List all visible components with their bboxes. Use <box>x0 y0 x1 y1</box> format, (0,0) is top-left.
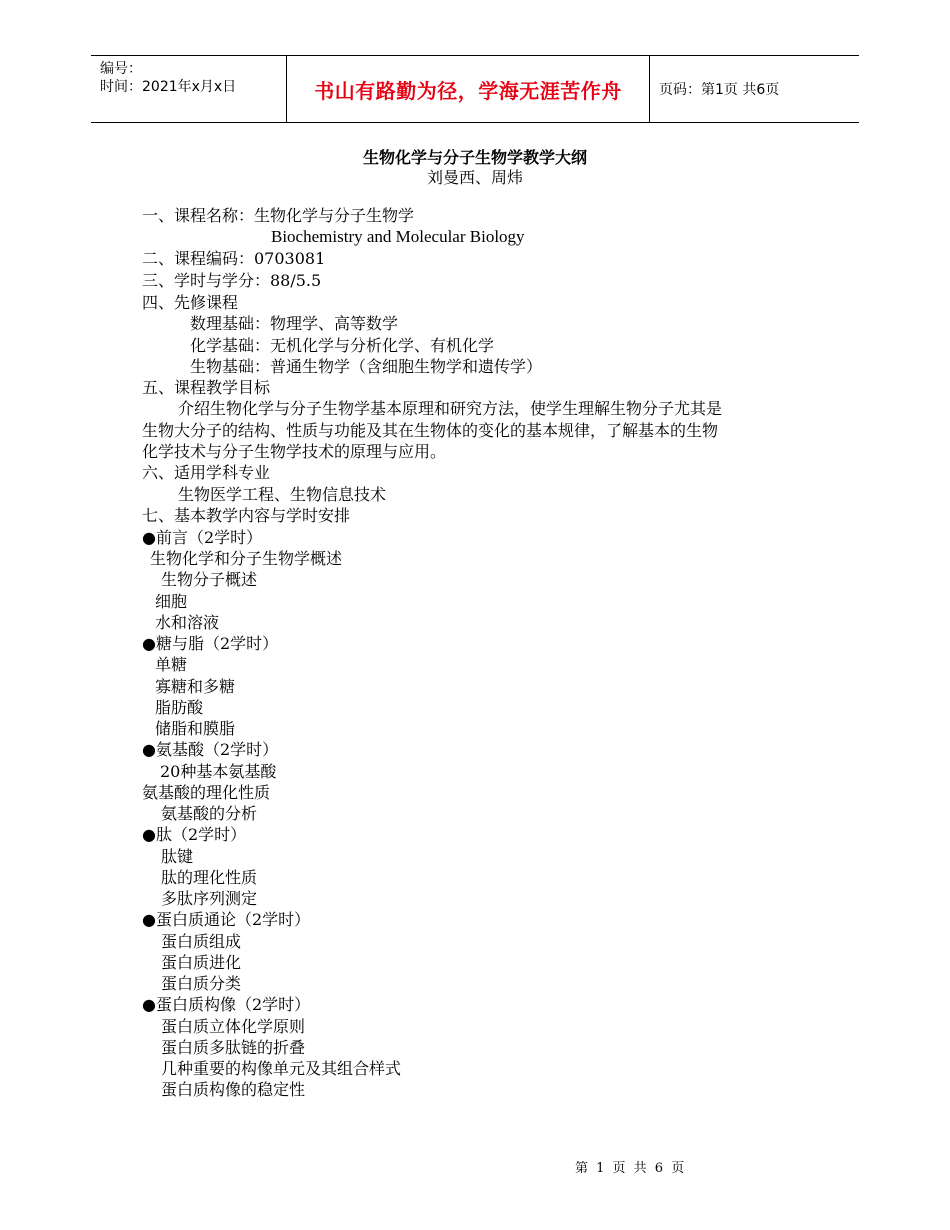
header-meta-cell <box>91 56 287 122</box>
topic-item: 蛋白质进化 <box>161 953 242 972</box>
topic-item: 20种基本氨基酸 <box>160 762 277 781</box>
prereq-math: 数理基础：物理学、高等数学 <box>190 314 399 333</box>
topic-heading: ●蛋白质构像（2学时） <box>142 995 311 1014</box>
topic-heading: ●氨基酸（2学时） <box>142 740 279 759</box>
topic-item: 单糖 <box>155 655 188 674</box>
time-label: 时间：2021年x月x日 <box>100 79 237 95</box>
topic-item: 蛋白质组成 <box>161 932 242 951</box>
page-number-label: 页码：第1页 共6页 <box>659 82 780 98</box>
majors-list: 生物医学工程、生物信息技术 <box>178 485 387 504</box>
number-label: 编号： <box>100 61 142 77</box>
objectives-paragraph-line: 化学技术与分子生物学技术的原理与应用。 <box>142 442 447 461</box>
topic-item: 蛋白质立体化学原则 <box>161 1017 306 1036</box>
topic-item: 蛋白质多肽链的折叠 <box>161 1038 306 1057</box>
page-number-cell <box>650 56 859 122</box>
topic-item: 蛋白质构像的稳定性 <box>161 1080 306 1099</box>
section-course-code: 二、课程编码：0703081 <box>142 249 326 268</box>
section-objectives: 五、课程教学目标 <box>142 378 271 397</box>
section-content-schedule: 七、基本教学内容与学时安排 <box>142 506 351 525</box>
topic-item: 寡糖和多糖 <box>155 677 236 696</box>
section-prerequisites: 四、先修课程 <box>142 293 239 312</box>
prereq-chem: 化学基础：无机化学与分析化学、有机化学 <box>190 336 495 355</box>
topic-heading: ●前言（2学时） <box>142 528 263 547</box>
topic-item: 几种重要的构像单元及其组合样式 <box>161 1059 402 1078</box>
objectives-paragraph-line: 介绍生物化学与分子生物学基本原理和研究方法，使学生理解生物分子尤其是 <box>178 399 723 418</box>
prereq-bio: 生物基础：普通生物学（含细胞生物学和遗传学） <box>190 357 543 376</box>
section-majors: 六、适用学科专业 <box>142 463 271 482</box>
topic-item: 氨基酸的理化性质 <box>142 783 271 802</box>
topic-item: 生物分子概述 <box>161 570 258 589</box>
topic-heading: ●蛋白质通论（2学时） <box>142 910 311 929</box>
course-name-english: Biochemistry and Molecular Biology <box>271 227 525 246</box>
topic-item: 氨基酸的分析 <box>161 804 258 823</box>
motto-cell <box>287 56 650 122</box>
page-header <box>91 55 859 123</box>
topic-item: 水和溶液 <box>155 613 220 632</box>
topic-item: 多肽序列测定 <box>161 889 258 908</box>
topic-item: 肽键 <box>161 847 194 866</box>
topic-heading: ●糖与脂（2学时） <box>142 634 279 653</box>
page-footer: 第 1 页 共 6 页 <box>575 1161 687 1176</box>
document-authors: 刘曼西、周炜 <box>426 168 523 187</box>
topic-item: 细胞 <box>155 592 188 611</box>
objectives-paragraph-line: 生物大分子的结构、性质与功能及其在生物体的变化的基本规律，了解基本的生物 <box>142 421 719 440</box>
motto-text: 书山有路勤为径，学海无涯苦作舟 <box>314 78 622 103</box>
topic-item: 生物化学和分子生物学概述 <box>150 549 343 568</box>
document-title: 生物化学与分子生物学教学大纲 <box>362 148 587 167</box>
topic-heading: ●肽（2学时） <box>142 825 247 844</box>
section-course-name: 一、课程名称：生物化学与分子生物学 <box>142 206 415 225</box>
topic-item: 肽的理化性质 <box>161 868 258 887</box>
topic-item: 蛋白质分类 <box>161 974 242 993</box>
topic-item: 储脂和膜脂 <box>155 719 236 738</box>
section-hours-credits: 三、学时与学分：88/5.5 <box>142 271 322 290</box>
topic-item: 脂肪酸 <box>155 698 204 717</box>
